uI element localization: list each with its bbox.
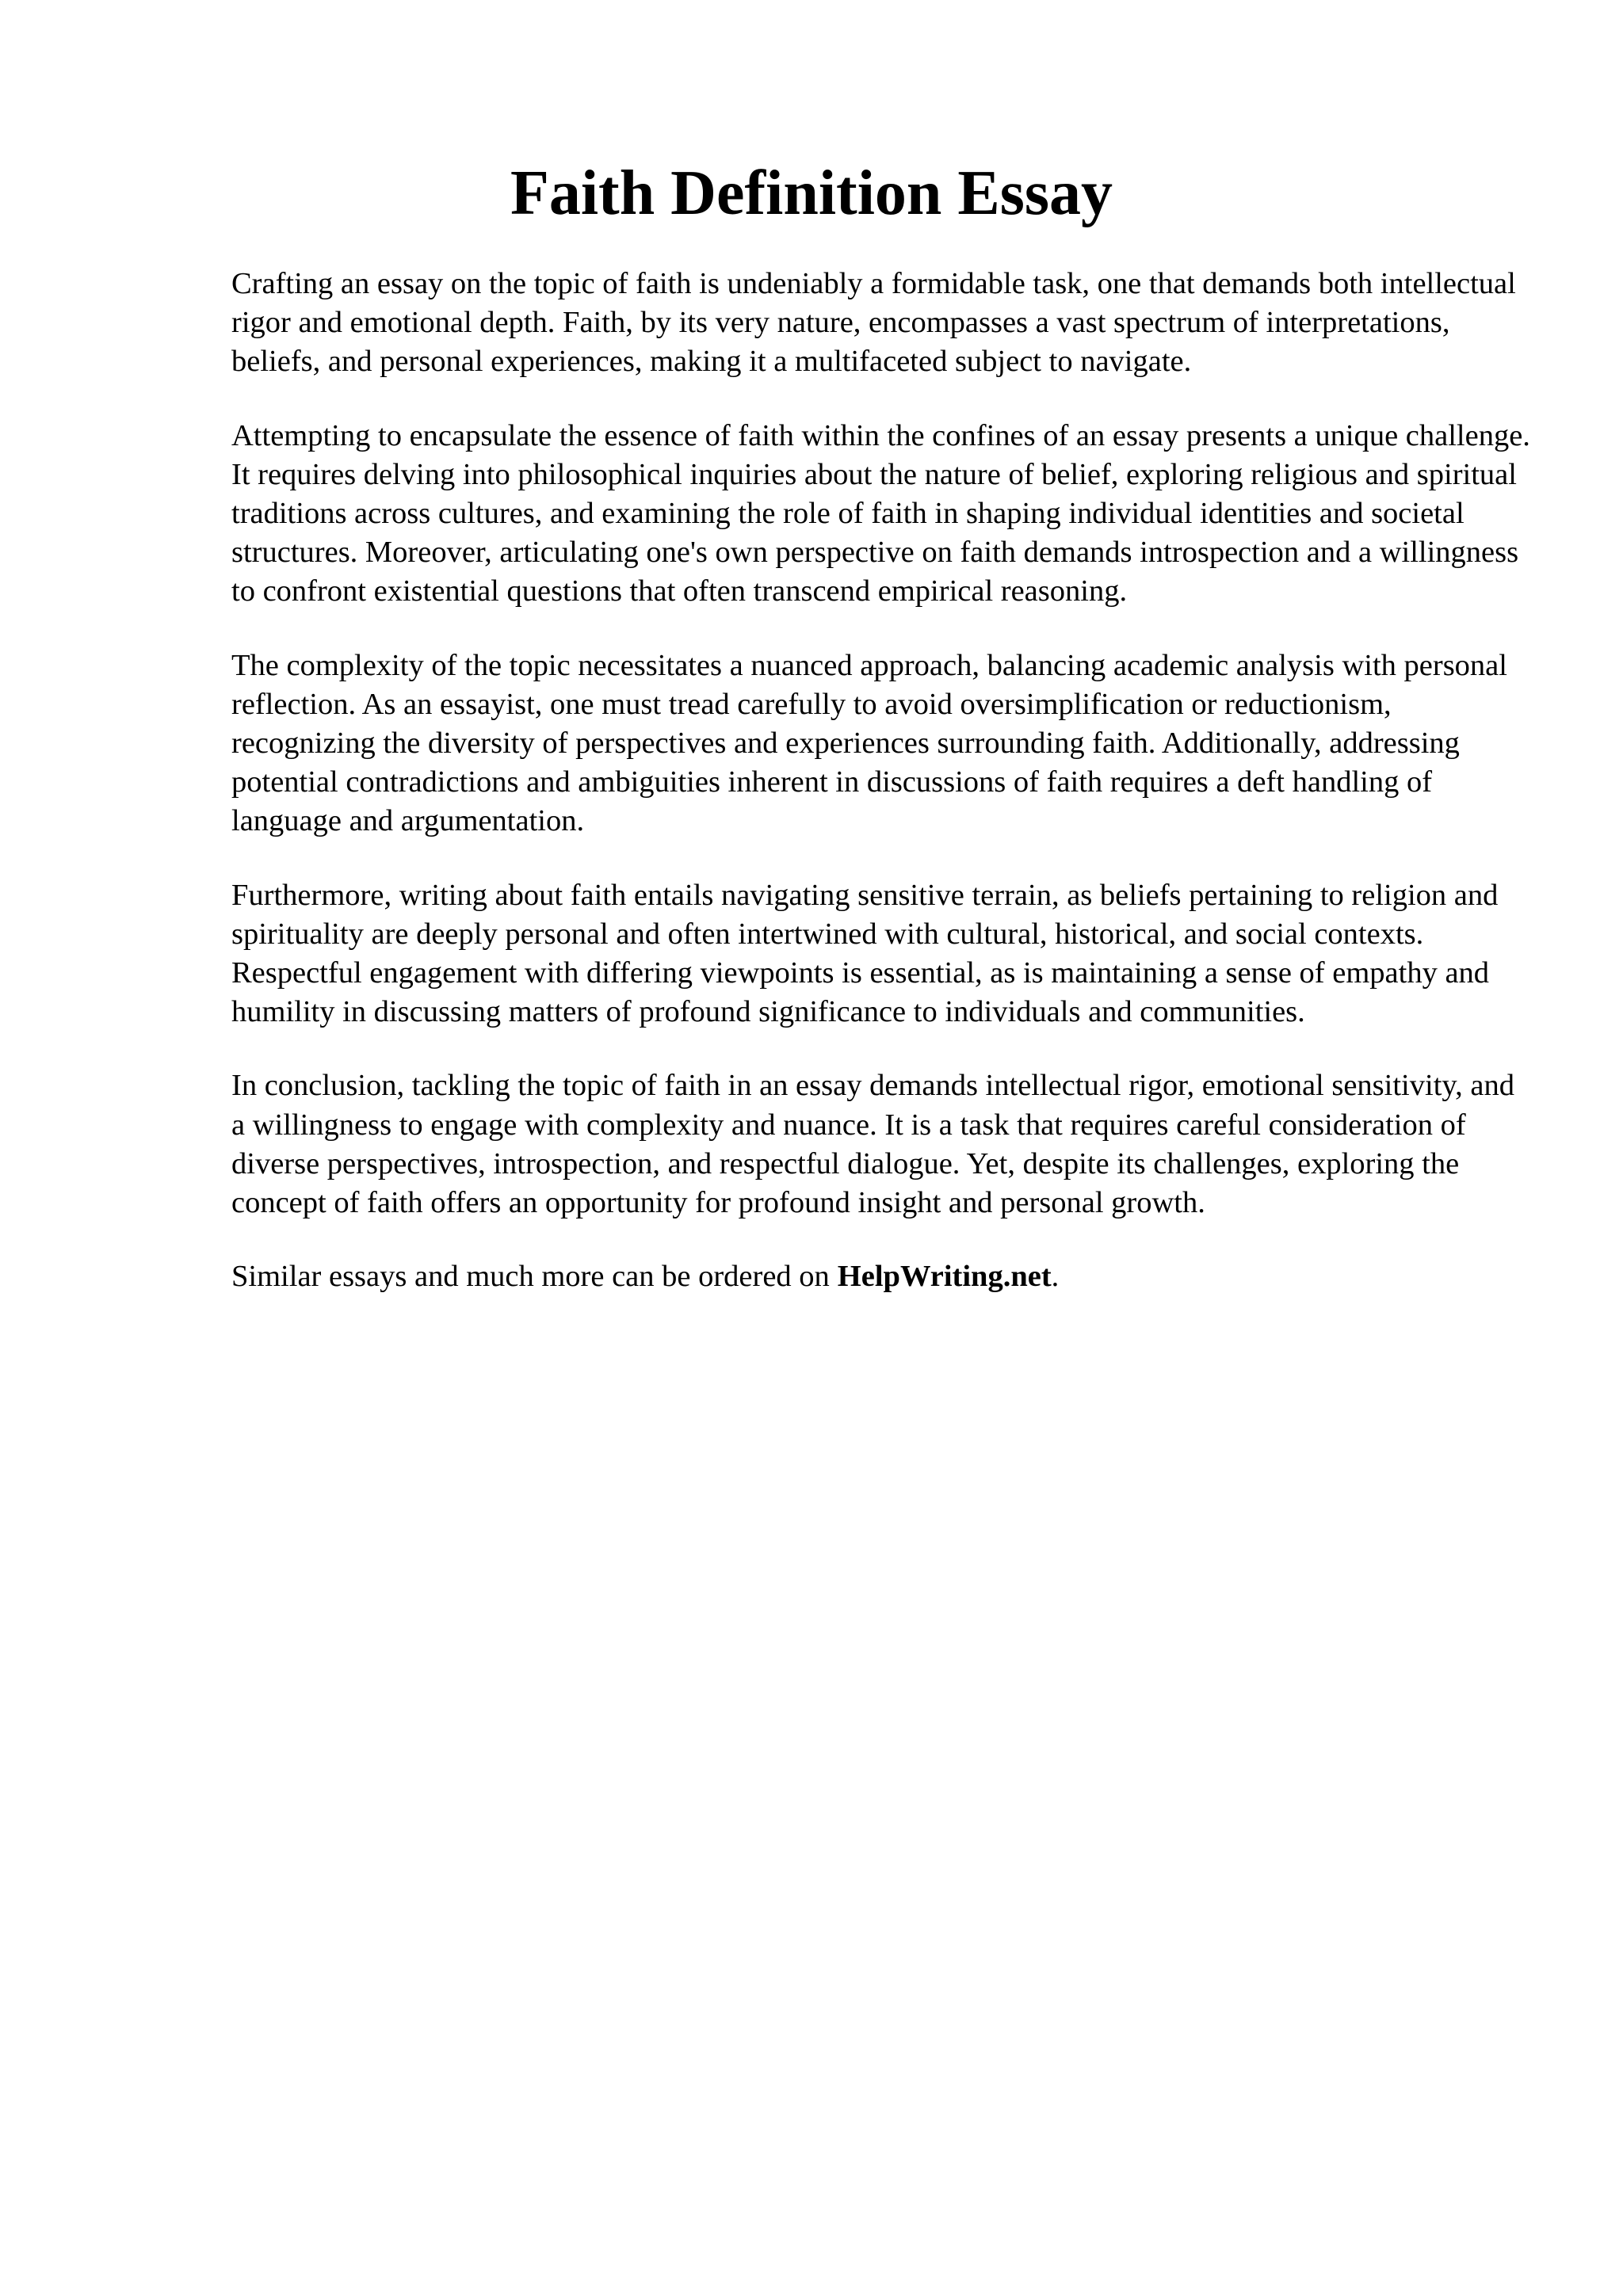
paragraph-4: Furthermore, writing about faith entails navigating sensitive terrain, as beliefs pertaining to religion and spirituality are deeply personal and often intertwined with cultural, historical, and social contexts. Respectful engagement with differing viewpoints is essential, as is maintaining a sense of empathy and humility in discussing matters of profound significance to individuals and communities. [231,878,1499,1029]
paragraph-2: Attempting to encapsulate the essence of faith within the confines of an essay presents a unique challenge. It requires delving into philosophical inquiries about the nature of belief, exploring religious and spiritual traditions across cultures, and examining the role of faith in shaping individual identities and societal structures. Moreover, articulating one's own perspective on faith demands introspection and a willingness to confront existential questions that often transcend empirical reasoning. [231,418,1530,608]
paragraph-1: Crafting an essay on the topic of faith is undeniably a formidable task, one that demands both intellectual rigor and emotional depth. Faith, by its very nature, encompasses a vast spectrum of interpretations, beliefs, and personal experiences, making it a multifaceted subject to navigate. [231,267,1516,379]
paragraph-3: The complexity of the topic necessitates a nuanced approach, balancing academic analysis with personal reflection. As an essayist, one must tread carefully to avoid oversimplification or reductionism, recognizing the diversity of perspectives and experiences surrounding faith. Additionally, addressing potential contradictions and ambiguities inherent in discussions of faith requires a deft handling of language and argumentation. [231,648,1507,838]
promo-period: . [1051,1260,1060,1294]
helpwriting-link[interactable]: HelpWriting.net [837,1260,1052,1294]
document-title: Faith Definition Essay [510,158,1113,228]
paragraph-5: In conclusion, tackling the topic of faith in an essay demands intellectual rigor, emotional sensitivity, and a willingness to engage with complexity and nuance. It is a task that requires careful consideration of diverse perspectives, introspection, and respectful dialogue. Yet, despite its challenges, exploring the concept of faith offers an opportunity for profound insight and personal growth. [231,1069,1514,1220]
promo-line [231,1257,1531,1296]
document-body [231,265,1531,1296]
promo-text: Similar essays and much more can be ordered on [231,1260,830,1294]
